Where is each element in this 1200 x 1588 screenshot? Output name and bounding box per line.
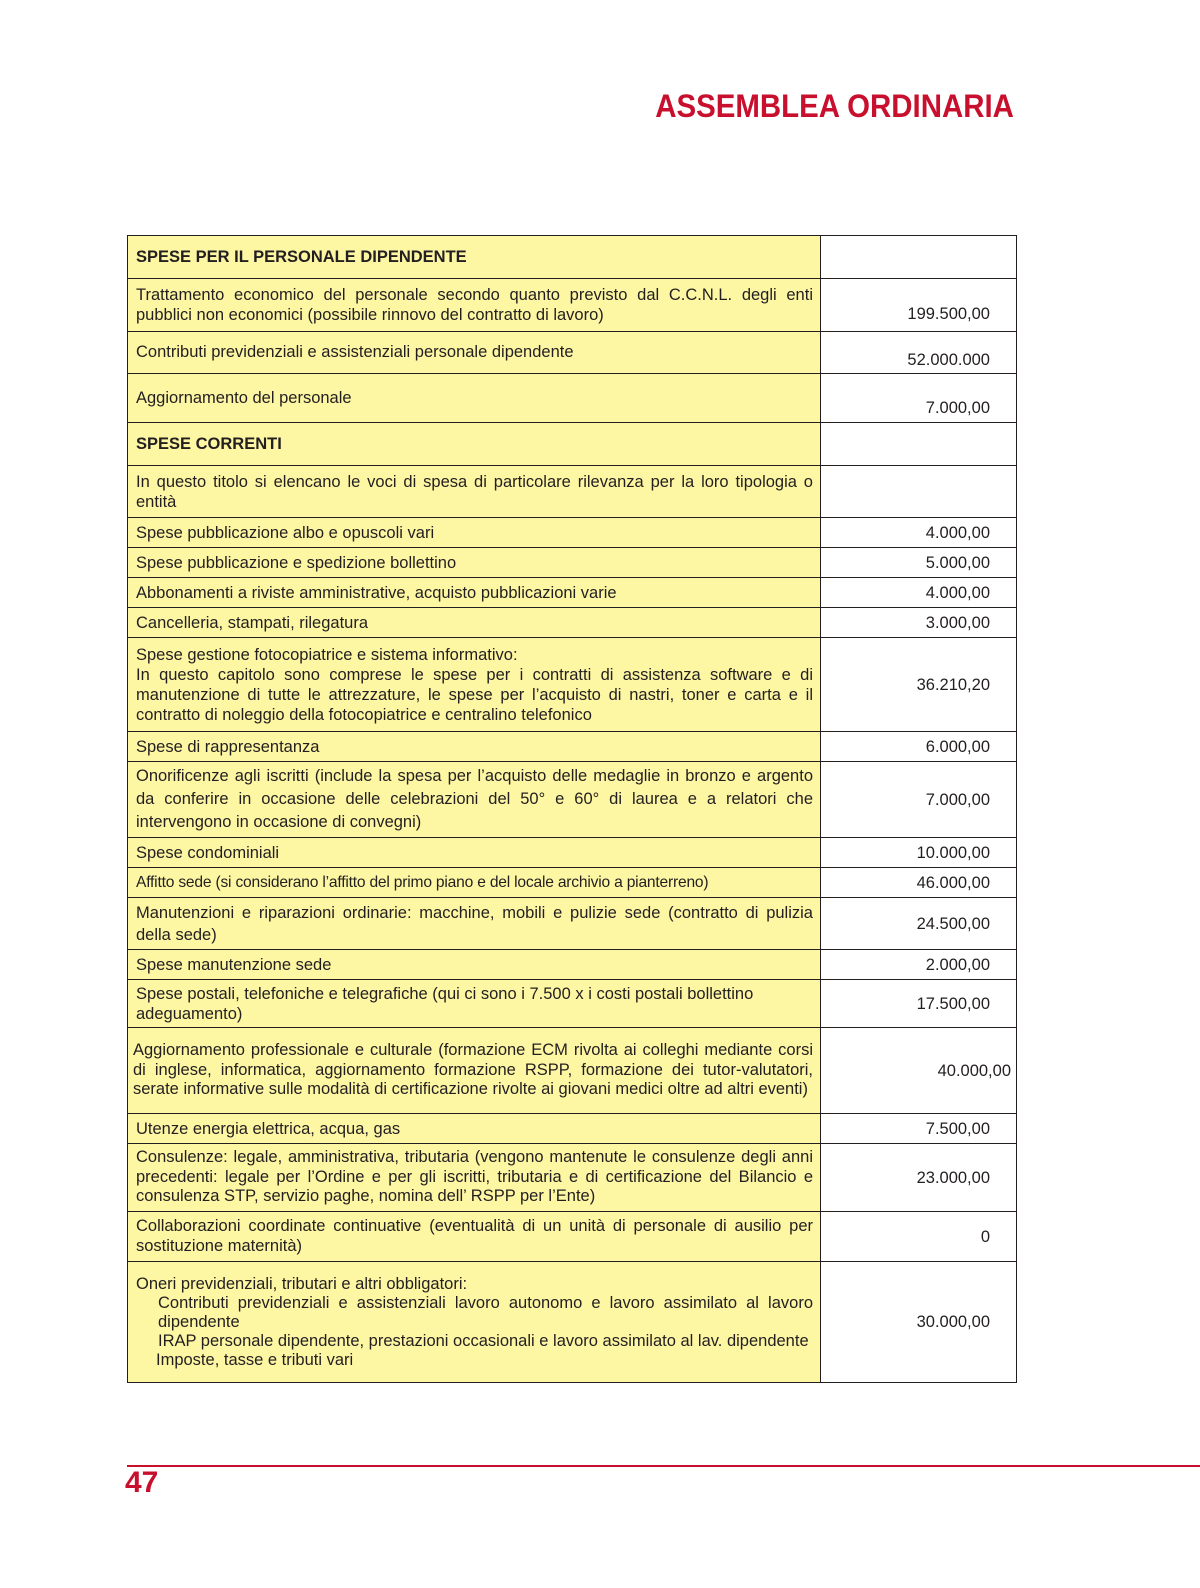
row-amount: 199.500,00 xyxy=(821,279,1017,332)
page-number: 47 xyxy=(125,1466,159,1499)
table-row xyxy=(128,374,1017,423)
table-row xyxy=(128,638,1017,732)
table-row xyxy=(128,1144,1017,1212)
row-description: Spese manutenzione sede xyxy=(128,950,821,980)
row-amount: 7.000,00 xyxy=(821,374,1017,423)
row-description: Manutenzioni e riparazioni ordinarie: macchine, mobili e pulizie sede (contratto di pulizia della sede) xyxy=(128,898,821,950)
table-row xyxy=(128,1212,1017,1262)
row-description-item: Imposte, tasse e tributi vari xyxy=(156,1350,354,1369)
row-amount: 5.000,00 xyxy=(821,548,1017,578)
row-description: Collaborazioni coordinate continuative (eventualità di un unità di personale di ausilio per sostituzione maternità) xyxy=(128,1212,821,1262)
row-description: Spese postali, telefoniche e telegrafiche (qui ci sono i 7.500 x i costi postali bollettino adeguamento) xyxy=(128,980,821,1028)
row-amount: 30.000,00 xyxy=(821,1262,1017,1383)
table-row xyxy=(128,1114,1017,1144)
row-description-heading: Oneri previdenziali, tributari e altri obbligatori: xyxy=(136,1274,468,1293)
footer-divider xyxy=(127,1465,1200,1467)
row-description-item: Contributi previdenziali e assistenziali lavoro autonomo e lavoro assimilato al lavoro dipendente xyxy=(158,1293,813,1331)
row-amount: 52.000.000 xyxy=(821,332,1017,374)
table-row xyxy=(128,332,1017,374)
table-row xyxy=(128,898,1017,950)
row-description: Abbonamenti a riviste amministrative, acquisto pubblicazioni varie xyxy=(128,578,821,608)
row-description xyxy=(128,1262,821,1383)
row-amount: 36.210,20 xyxy=(821,638,1017,732)
row-amount: 4.000,00 xyxy=(821,578,1017,608)
row-description xyxy=(128,638,821,732)
row-description: Onorificenze agli iscritti (include la spesa per l’acquisto delle medaglie in bronzo e argento da conferire in occasione delle celebrazioni del 50° e 60° di laurea e a relatori che intervengono in occasione di convegni) xyxy=(128,762,821,838)
table-row xyxy=(128,548,1017,578)
row-amount: 7.000,00 xyxy=(821,762,1017,838)
row-description: Affitto sede (si considerano l’affitto del primo piano e del locale archivio a pianterreno) xyxy=(128,868,821,898)
row-description: Trattamento economico del personale secondo quanto previsto dal C.C.N.L. degli enti pubblici non economici (possibile rinnovo del contratto di lavoro) xyxy=(128,279,821,332)
row-amount: 10.000,00 xyxy=(821,838,1017,868)
table-row xyxy=(128,518,1017,548)
table-row xyxy=(128,838,1017,868)
table-row xyxy=(128,732,1017,762)
row-amount: 24.500,00 xyxy=(821,898,1017,950)
page-header-title: ASSEMBLEA ORDINARIA xyxy=(655,88,1014,124)
row-description: Spese di rappresentanza xyxy=(128,732,821,762)
row-amount: 17.500,00 xyxy=(821,980,1017,1028)
row-amount: 7.500,00 xyxy=(821,1114,1017,1144)
row-description: Cancelleria, stampati, rilegatura xyxy=(128,608,821,638)
table-row xyxy=(128,1262,1017,1383)
row-description: Aggiornamento del personale xyxy=(128,374,821,423)
table-row xyxy=(128,1028,1017,1114)
section-title: SPESE CORRENTI xyxy=(128,423,821,466)
row-amount: 23.000,00 xyxy=(821,1144,1017,1212)
row-description: Utenze energia elettrica, acqua, gas xyxy=(128,1114,821,1144)
table-row xyxy=(128,868,1017,898)
row-amount: 40.000,00 xyxy=(821,1028,1017,1114)
table-row xyxy=(128,578,1017,608)
row-amount: 4.000,00 xyxy=(821,518,1017,548)
row-description: Spese pubblicazione albo e opuscoli vari xyxy=(128,518,821,548)
row-amount: 6.000,00 xyxy=(821,732,1017,762)
row-amount: 0 xyxy=(821,1212,1017,1262)
section-intro: In questo titolo si elencano le voci di spesa di particolare rilevanza per la loro tipologia o entità xyxy=(128,466,821,518)
table-row xyxy=(128,423,1017,466)
amount-cell xyxy=(821,236,1017,279)
table-row xyxy=(128,762,1017,838)
table-row xyxy=(128,279,1017,332)
amount-cell xyxy=(821,423,1017,466)
row-description: Consulenze: legale, amministrativa, tributaria (vengono mantenute le consulenze degli anni precedenti: legale per l’Ordine e per gli iscritti, tributaria e di certificazione del Bilancio e consulenza STP, servizio paghe, nomina dell’ RSPP per l’Ente) xyxy=(128,1144,821,1212)
row-description: Aggiornamento professionale e culturale (formazione ECM rivolta ai colleghi mediante corsi di inglese, informatica, aggiornamento formazione RSPP, formazione dei tutor-valutatori, serate informative sulle modalità di certificazione rivolte ai giovani medici oltre ad altri eventi) xyxy=(128,1028,821,1114)
table-row xyxy=(128,950,1017,980)
row-amount: 3.000,00 xyxy=(821,608,1017,638)
row-description-heading: Spese gestione fotocopiatrice e sistema informativo: xyxy=(136,645,518,664)
row-description-note: In questo capitolo sono comprese le spese per i contratti di assistenza software e di manutenzione di tutte le attrezzature, le spese per l’acquisto di nastri, toner e carta e il contratto di noleggio della fotocopiatrice e centralino telefonico xyxy=(136,665,813,724)
table-row xyxy=(128,980,1017,1028)
section-title: SPESE PER IL PERSONALE DIPENDENTE xyxy=(128,236,821,279)
table-row xyxy=(128,608,1017,638)
row-amount: 2.000,00 xyxy=(821,950,1017,980)
table-row xyxy=(128,466,1017,518)
amount-cell xyxy=(821,466,1017,518)
table-row xyxy=(128,236,1017,279)
budget-table xyxy=(127,235,1017,1383)
row-amount: 46.000,00 xyxy=(821,868,1017,898)
row-description-item: IRAP personale dipendente, prestazioni occasionali e lavoro assimilato al lav. dipendente xyxy=(158,1331,809,1350)
row-description: Contributi previdenziali e assistenziali personale dipendente xyxy=(128,332,821,374)
row-description: Spese condominiali xyxy=(128,838,821,868)
row-description: Spese pubblicazione e spedizione bollettino xyxy=(128,548,821,578)
